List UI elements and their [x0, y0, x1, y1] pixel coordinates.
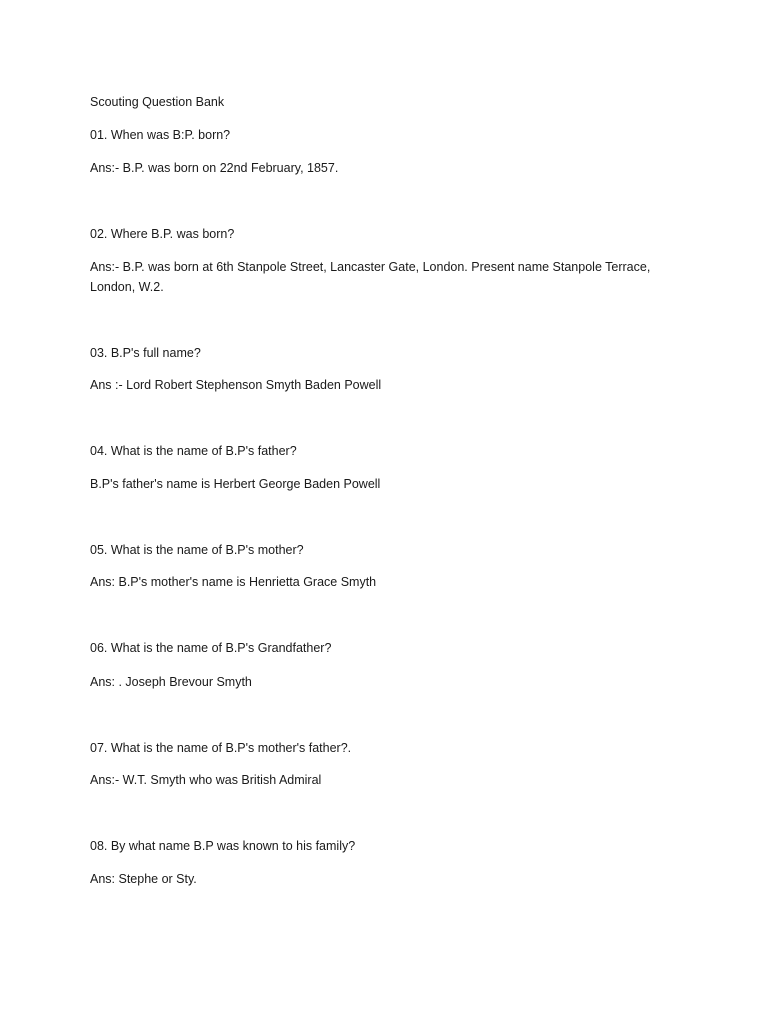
answer-6: Ans: . Joseph Brevour Smyth — [90, 675, 252, 689]
question-4: 04. What is the name of B.P's father? — [90, 444, 297, 458]
question-3: 03. B.P's full name? — [90, 346, 201, 360]
question-8: 08. By what name B.P was known to his family? — [90, 839, 356, 853]
answer-5: Ans: B.P's mother's name is Henrietta Grace Smyth — [90, 575, 377, 589]
answer-1: Ans:- B.P. was born on 22nd February, 1857. — [90, 161, 339, 175]
question-1: 01. When was B:P. born? — [90, 128, 231, 142]
answer-2: Ans:- B.P. was born at 6th Stanpole Street, Lancaster Gate, London. Present name Stanpole Terrace, London, W.2. — [90, 260, 651, 294]
question-5: 05. What is the name of B.P's mother? — [90, 543, 304, 557]
question-6: 06. What is the name of B.P's Grandfather? — [90, 641, 332, 655]
answer-3: Ans :- Lord Robert Stephenson Smyth Baden Powell — [90, 378, 382, 392]
question-7: 07. What is the name of B.P's mother's father?. — [90, 741, 352, 755]
answer-4: B.P's father's name is Herbert George Baden Powell — [90, 477, 381, 491]
answer-7: Ans:- W.T. Smyth who was British Admiral — [90, 773, 322, 787]
answer-8: Ans: Stephe or Sty. — [90, 872, 197, 886]
document-title: Scouting Question Bank — [90, 95, 225, 109]
question-2: 02. Where B.P. was born? — [90, 227, 235, 241]
